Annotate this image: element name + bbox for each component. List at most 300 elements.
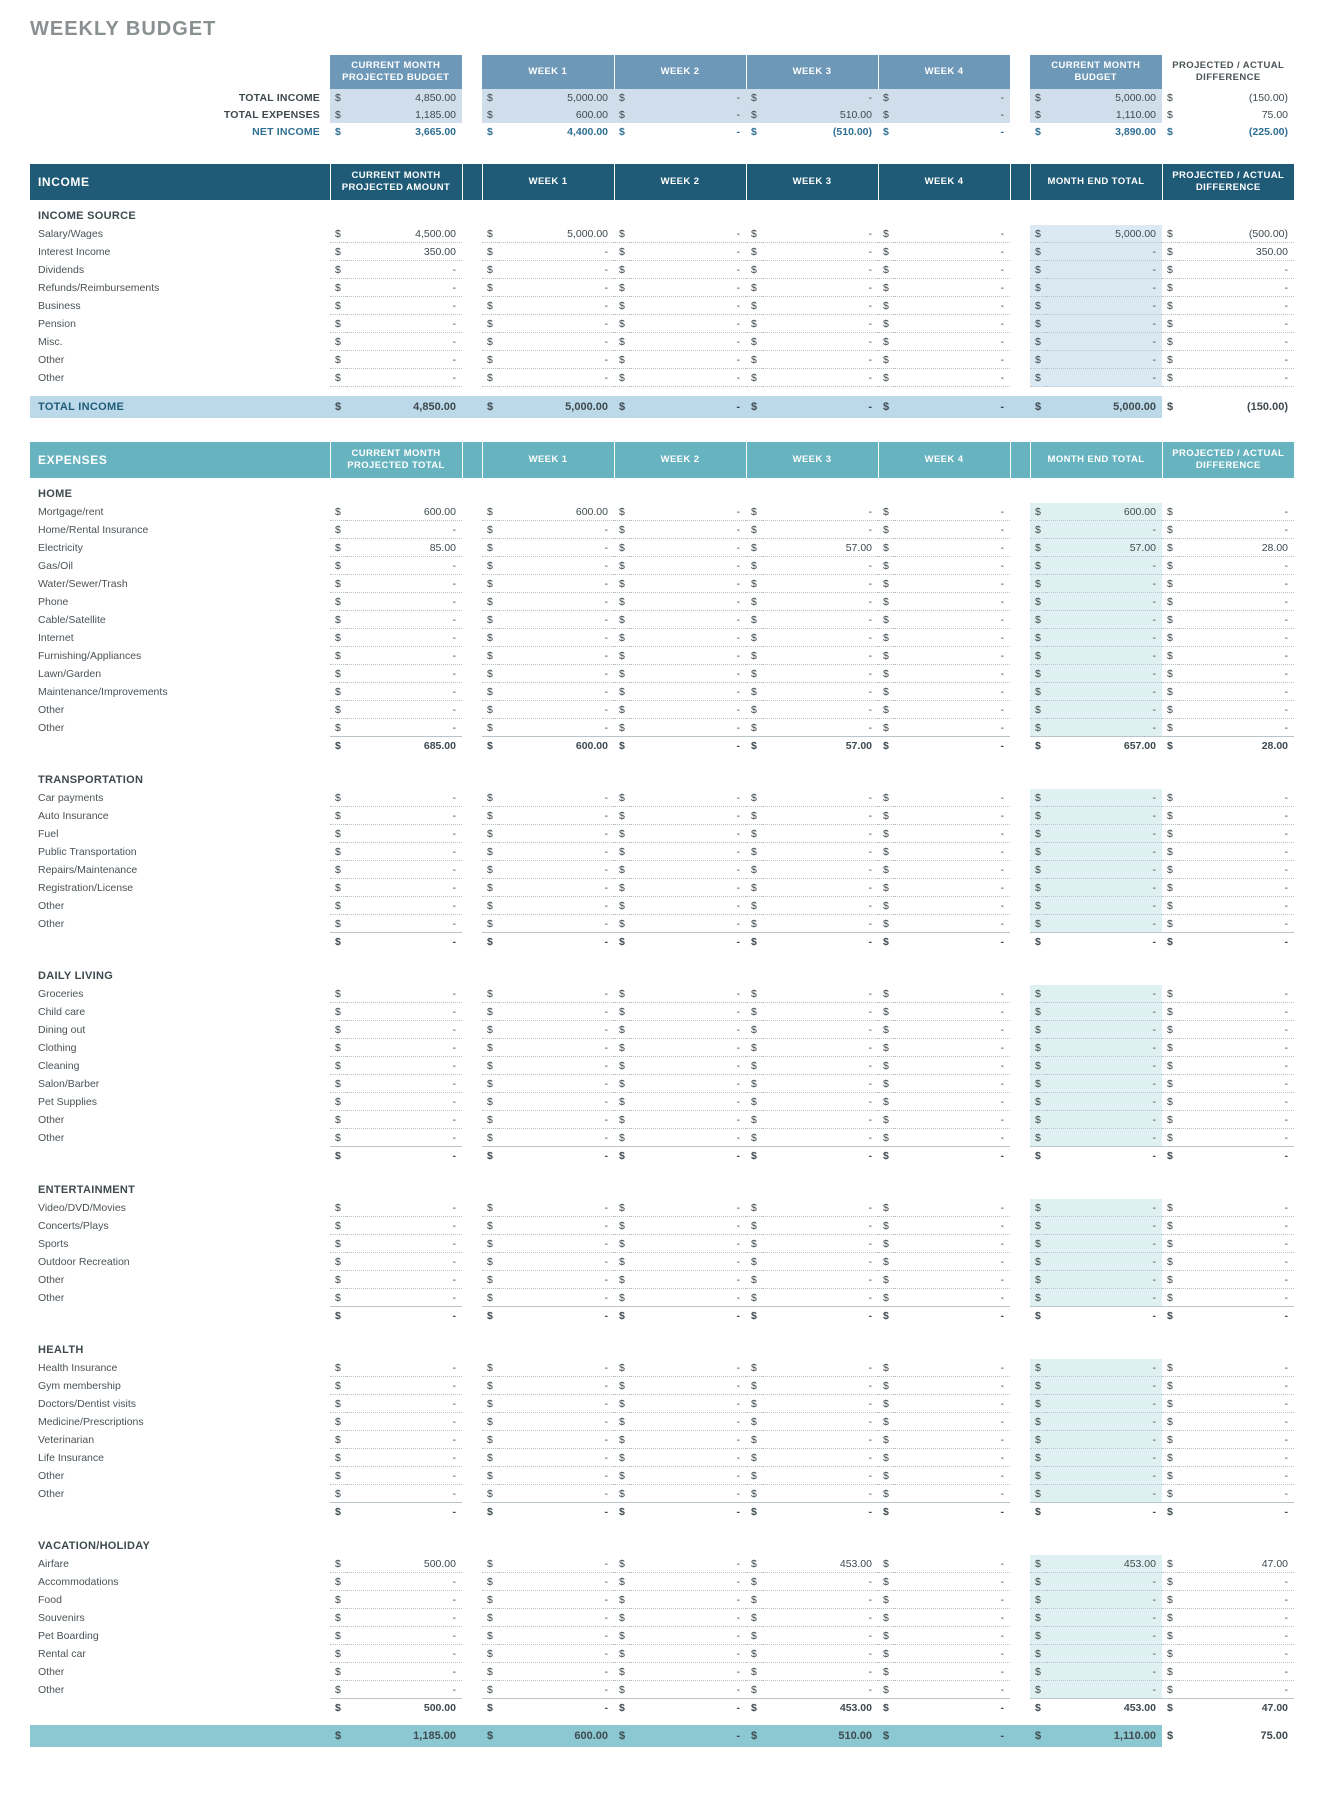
- expense-amount-cell[interactable]: -: [894, 1591, 1010, 1609]
- expense-amount-cell[interactable]: -: [630, 843, 746, 861]
- expense-amount-cell[interactable]: -: [346, 521, 462, 539]
- expense-amount-cell[interactable]: -: [630, 701, 746, 719]
- expense-amount-cell[interactable]: -: [762, 1021, 878, 1039]
- income-amount-cell[interactable]: -: [1178, 333, 1294, 351]
- income-amount-cell[interactable]: -: [630, 243, 746, 261]
- expense-amount-cell[interactable]: -: [346, 683, 462, 701]
- expense-amount-cell[interactable]: -: [762, 1591, 878, 1609]
- expense-amount-cell[interactable]: -: [894, 915, 1010, 933]
- summary-value[interactable]: -: [630, 89, 746, 106]
- income-amount-cell[interactable]: -: [894, 333, 1010, 351]
- expense-amount-cell[interactable]: -: [894, 843, 1010, 861]
- expense-amount-cell[interactable]: -: [1046, 861, 1162, 879]
- income-amount-cell[interactable]: -: [1178, 297, 1294, 315]
- expense-amount-cell[interactable]: -: [498, 1431, 614, 1449]
- expense-amount-cell[interactable]: -: [1046, 1021, 1162, 1039]
- expense-amount-cell[interactable]: -: [1046, 1057, 1162, 1075]
- expense-amount-cell[interactable]: -: [1046, 1003, 1162, 1021]
- expense-amount-cell[interactable]: -: [498, 915, 614, 933]
- expense-amount-cell[interactable]: -: [894, 879, 1010, 897]
- income-amount-cell[interactable]: 4,500.00: [346, 225, 462, 243]
- expense-amount-cell[interactable]: -: [762, 1627, 878, 1645]
- expense-amount-cell[interactable]: 600.00: [498, 503, 614, 521]
- expense-amount-cell[interactable]: -: [630, 1555, 746, 1573]
- expense-amount-cell[interactable]: -: [1178, 1021, 1294, 1039]
- expense-amount-cell[interactable]: -: [1178, 1485, 1294, 1503]
- expense-amount-cell[interactable]: -: [346, 647, 462, 665]
- expense-amount-cell[interactable]: -: [762, 1609, 878, 1627]
- income-amount-cell[interactable]: -: [346, 279, 462, 297]
- expense-amount-cell[interactable]: -: [762, 647, 878, 665]
- expense-amount-cell[interactable]: -: [894, 1271, 1010, 1289]
- expense-amount-cell[interactable]: -: [630, 1413, 746, 1431]
- income-amount-cell[interactable]: -: [1046, 279, 1162, 297]
- expense-amount-cell[interactable]: -: [894, 1645, 1010, 1663]
- expense-amount-cell[interactable]: -: [1046, 1111, 1162, 1129]
- expense-amount-cell[interactable]: -: [1046, 789, 1162, 807]
- expense-amount-cell[interactable]: -: [894, 575, 1010, 593]
- expense-amount-cell[interactable]: -: [346, 1057, 462, 1075]
- expense-amount-cell[interactable]: -: [498, 1359, 614, 1377]
- expense-amount-cell[interactable]: -: [894, 985, 1010, 1003]
- income-amount-cell[interactable]: -: [1046, 297, 1162, 315]
- expense-amount-cell[interactable]: -: [630, 1645, 746, 1663]
- expense-amount-cell[interactable]: -: [630, 1003, 746, 1021]
- income-amount-cell[interactable]: -: [894, 225, 1010, 243]
- expense-amount-cell[interactable]: -: [498, 1003, 614, 1021]
- expense-amount-cell[interactable]: -: [498, 807, 614, 825]
- expense-amount-cell[interactable]: -: [894, 593, 1010, 611]
- expense-amount-cell[interactable]: -: [630, 1449, 746, 1467]
- expense-amount-cell[interactable]: -: [1178, 789, 1294, 807]
- income-amount-cell[interactable]: -: [894, 297, 1010, 315]
- income-amount-cell[interactable]: -: [346, 369, 462, 387]
- expense-amount-cell[interactable]: -: [1178, 915, 1294, 933]
- expense-amount-cell[interactable]: -: [1178, 1359, 1294, 1377]
- income-amount-cell[interactable]: -: [762, 333, 878, 351]
- expense-amount-cell[interactable]: -: [762, 1663, 878, 1681]
- expense-amount-cell[interactable]: -: [1178, 1573, 1294, 1591]
- expense-amount-cell[interactable]: -: [346, 1663, 462, 1681]
- summary-value[interactable]: 75.00: [1178, 106, 1294, 123]
- expense-amount-cell[interactable]: -: [762, 825, 878, 843]
- expense-amount-cell[interactable]: -: [894, 1289, 1010, 1307]
- expense-amount-cell[interactable]: -: [762, 879, 878, 897]
- income-amount-cell[interactable]: -: [894, 351, 1010, 369]
- expense-amount-cell[interactable]: -: [762, 1377, 878, 1395]
- expense-amount-cell[interactable]: -: [498, 1627, 614, 1645]
- expense-amount-cell[interactable]: 600.00: [346, 503, 462, 521]
- expense-amount-cell[interactable]: -: [762, 1449, 878, 1467]
- expense-amount-cell[interactable]: -: [498, 1271, 614, 1289]
- expense-amount-cell[interactable]: -: [762, 1573, 878, 1591]
- expense-amount-cell[interactable]: -: [1178, 1057, 1294, 1075]
- expense-amount-cell[interactable]: -: [498, 843, 614, 861]
- expense-amount-cell[interactable]: -: [630, 1377, 746, 1395]
- expense-amount-cell[interactable]: -: [1178, 1111, 1294, 1129]
- expense-amount-cell[interactable]: -: [1046, 1217, 1162, 1235]
- income-amount-cell[interactable]: -: [498, 279, 614, 297]
- expense-amount-cell[interactable]: -: [1178, 1663, 1294, 1681]
- expense-amount-cell[interactable]: -: [498, 647, 614, 665]
- expense-amount-cell[interactable]: -: [1178, 1413, 1294, 1431]
- expense-amount-cell[interactable]: -: [1046, 1199, 1162, 1217]
- expense-amount-cell[interactable]: -: [1178, 843, 1294, 861]
- expense-amount-cell[interactable]: -: [630, 1129, 746, 1147]
- income-amount-cell[interactable]: -: [1178, 279, 1294, 297]
- expense-amount-cell[interactable]: -: [498, 985, 614, 1003]
- expense-amount-cell[interactable]: -: [346, 611, 462, 629]
- expense-amount-cell[interactable]: -: [1046, 1431, 1162, 1449]
- expense-amount-cell[interactable]: -: [894, 1449, 1010, 1467]
- expense-amount-cell[interactable]: -: [1046, 1485, 1162, 1503]
- expense-amount-cell[interactable]: -: [1178, 1609, 1294, 1627]
- expense-amount-cell[interactable]: -: [346, 1253, 462, 1271]
- expense-amount-cell[interactable]: -: [498, 1591, 614, 1609]
- expense-amount-cell[interactable]: -: [894, 861, 1010, 879]
- income-amount-cell[interactable]: -: [498, 297, 614, 315]
- expense-amount-cell[interactable]: -: [1046, 1573, 1162, 1591]
- expense-amount-cell[interactable]: -: [1178, 1271, 1294, 1289]
- expense-amount-cell[interactable]: -: [762, 807, 878, 825]
- expense-amount-cell[interactable]: -: [346, 1413, 462, 1431]
- expense-amount-cell[interactable]: -: [894, 807, 1010, 825]
- expense-amount-cell[interactable]: -: [630, 575, 746, 593]
- expense-amount-cell[interactable]: -: [498, 665, 614, 683]
- expense-amount-cell[interactable]: -: [762, 1289, 878, 1307]
- expense-amount-cell[interactable]: -: [894, 1413, 1010, 1431]
- expense-amount-cell[interactable]: -: [1046, 1075, 1162, 1093]
- expense-amount-cell[interactable]: -: [498, 879, 614, 897]
- summary-value[interactable]: 5,000.00: [498, 89, 614, 106]
- expense-amount-cell[interactable]: -: [894, 539, 1010, 557]
- expense-amount-cell[interactable]: -: [1046, 843, 1162, 861]
- expense-amount-cell[interactable]: -: [762, 521, 878, 539]
- expense-amount-cell[interactable]: -: [762, 701, 878, 719]
- expense-amount-cell[interactable]: -: [346, 1129, 462, 1147]
- expense-amount-cell[interactable]: -: [1046, 719, 1162, 737]
- expense-amount-cell[interactable]: -: [894, 1359, 1010, 1377]
- income-amount-cell[interactable]: -: [894, 243, 1010, 261]
- expense-amount-cell[interactable]: -: [346, 1075, 462, 1093]
- expense-amount-cell[interactable]: -: [1046, 647, 1162, 665]
- expense-amount-cell[interactable]: -: [1178, 1129, 1294, 1147]
- expense-amount-cell[interactable]: -: [346, 665, 462, 683]
- expense-amount-cell[interactable]: -: [1178, 1003, 1294, 1021]
- expense-amount-cell[interactable]: -: [1046, 1359, 1162, 1377]
- expense-amount-cell[interactable]: -: [498, 1093, 614, 1111]
- expense-amount-cell[interactable]: -: [498, 1253, 614, 1271]
- expense-amount-cell[interactable]: -: [1178, 683, 1294, 701]
- expense-amount-cell[interactable]: -: [346, 575, 462, 593]
- expense-amount-cell[interactable]: -: [498, 701, 614, 719]
- expense-amount-cell[interactable]: -: [1046, 1129, 1162, 1147]
- expense-amount-cell[interactable]: -: [894, 1039, 1010, 1057]
- expense-amount-cell[interactable]: -: [894, 647, 1010, 665]
- expense-amount-cell[interactable]: -: [1178, 647, 1294, 665]
- expense-amount-cell[interactable]: -: [346, 1235, 462, 1253]
- expense-amount-cell[interactable]: -: [894, 665, 1010, 683]
- expense-amount-cell[interactable]: -: [1046, 557, 1162, 575]
- income-amount-cell[interactable]: -: [498, 369, 614, 387]
- expense-amount-cell[interactable]: -: [630, 825, 746, 843]
- expense-amount-cell[interactable]: -: [630, 1093, 746, 1111]
- expense-amount-cell[interactable]: -: [346, 1093, 462, 1111]
- income-amount-cell[interactable]: -: [894, 279, 1010, 297]
- expense-amount-cell[interactable]: -: [1046, 701, 1162, 719]
- expense-amount-cell[interactable]: -: [894, 629, 1010, 647]
- expense-amount-cell[interactable]: -: [346, 1377, 462, 1395]
- expense-amount-cell[interactable]: -: [1046, 683, 1162, 701]
- expense-amount-cell[interactable]: -: [1178, 719, 1294, 737]
- expense-amount-cell[interactable]: -: [1178, 665, 1294, 683]
- expense-amount-cell[interactable]: -: [630, 1359, 746, 1377]
- expense-amount-cell[interactable]: -: [630, 683, 746, 701]
- expense-amount-cell[interactable]: -: [630, 807, 746, 825]
- expense-amount-cell[interactable]: -: [630, 1021, 746, 1039]
- expense-amount-cell[interactable]: -: [1178, 879, 1294, 897]
- expense-amount-cell[interactable]: -: [894, 1003, 1010, 1021]
- expense-amount-cell[interactable]: -: [498, 1681, 614, 1699]
- expense-amount-cell[interactable]: -: [1046, 915, 1162, 933]
- income-amount-cell[interactable]: -: [894, 369, 1010, 387]
- expense-amount-cell[interactable]: -: [1046, 1235, 1162, 1253]
- expense-amount-cell[interactable]: -: [630, 611, 746, 629]
- expense-amount-cell[interactable]: -: [762, 985, 878, 1003]
- income-amount-cell[interactable]: -: [1046, 351, 1162, 369]
- expense-amount-cell[interactable]: -: [630, 1039, 746, 1057]
- income-amount-cell[interactable]: -: [762, 315, 878, 333]
- expense-amount-cell[interactable]: -: [498, 521, 614, 539]
- expense-amount-cell[interactable]: -: [346, 593, 462, 611]
- expense-amount-cell[interactable]: -: [630, 1395, 746, 1413]
- expense-amount-cell[interactable]: -: [630, 629, 746, 647]
- expense-amount-cell[interactable]: -: [1178, 1395, 1294, 1413]
- expense-amount-cell[interactable]: 453.00: [762, 1555, 878, 1573]
- expense-amount-cell[interactable]: -: [1178, 701, 1294, 719]
- expense-amount-cell[interactable]: -: [1046, 985, 1162, 1003]
- expense-amount-cell[interactable]: -: [346, 789, 462, 807]
- expense-amount-cell[interactable]: -: [894, 1395, 1010, 1413]
- income-amount-cell[interactable]: -: [1046, 243, 1162, 261]
- expense-amount-cell[interactable]: -: [894, 897, 1010, 915]
- expense-amount-cell[interactable]: -: [1046, 611, 1162, 629]
- income-amount-cell[interactable]: -: [346, 351, 462, 369]
- expense-amount-cell[interactable]: -: [762, 1217, 878, 1235]
- expense-amount-cell[interactable]: -: [346, 843, 462, 861]
- expense-amount-cell[interactable]: -: [498, 1395, 614, 1413]
- income-amount-cell[interactable]: -: [894, 315, 1010, 333]
- expense-amount-cell[interactable]: -: [894, 1573, 1010, 1591]
- income-amount-cell[interactable]: -: [762, 297, 878, 315]
- expense-amount-cell[interactable]: -: [1046, 1645, 1162, 1663]
- summary-value[interactable]: 5,000.00: [1046, 89, 1162, 106]
- income-amount-cell[interactable]: -: [1178, 369, 1294, 387]
- expense-amount-cell[interactable]: 85.00: [346, 539, 462, 557]
- expense-amount-cell[interactable]: 57.00: [1046, 539, 1162, 557]
- income-amount-cell[interactable]: -: [762, 369, 878, 387]
- expense-amount-cell[interactable]: -: [630, 593, 746, 611]
- expense-amount-cell[interactable]: -: [1178, 1681, 1294, 1699]
- income-amount-cell[interactable]: 350.00: [346, 243, 462, 261]
- expense-amount-cell[interactable]: -: [762, 1075, 878, 1093]
- expense-amount-cell[interactable]: -: [498, 1199, 614, 1217]
- expense-amount-cell[interactable]: -: [762, 629, 878, 647]
- expense-amount-cell[interactable]: -: [762, 575, 878, 593]
- expense-amount-cell[interactable]: -: [346, 719, 462, 737]
- expense-amount-cell[interactable]: -: [762, 1199, 878, 1217]
- expense-amount-cell[interactable]: -: [762, 1235, 878, 1253]
- expense-amount-cell[interactable]: -: [498, 1129, 614, 1147]
- expense-amount-cell[interactable]: -: [1046, 1253, 1162, 1271]
- expense-amount-cell[interactable]: -: [1046, 1627, 1162, 1645]
- expense-amount-cell[interactable]: -: [894, 521, 1010, 539]
- expense-amount-cell[interactable]: -: [498, 789, 614, 807]
- expense-amount-cell[interactable]: -: [1046, 1395, 1162, 1413]
- expense-amount-cell[interactable]: -: [1178, 557, 1294, 575]
- income-amount-cell[interactable]: -: [1046, 315, 1162, 333]
- expense-amount-cell[interactable]: -: [630, 1485, 746, 1503]
- expense-amount-cell[interactable]: -: [498, 719, 614, 737]
- expense-amount-cell[interactable]: -: [762, 1039, 878, 1057]
- income-amount-cell[interactable]: -: [630, 315, 746, 333]
- expense-amount-cell[interactable]: -: [894, 1431, 1010, 1449]
- income-amount-cell[interactable]: -: [1046, 333, 1162, 351]
- expense-amount-cell[interactable]: -: [894, 1253, 1010, 1271]
- expense-amount-cell[interactable]: -: [346, 1609, 462, 1627]
- expense-amount-cell[interactable]: -: [1046, 879, 1162, 897]
- expense-amount-cell[interactable]: -: [346, 1681, 462, 1699]
- expense-amount-cell[interactable]: -: [1046, 1467, 1162, 1485]
- expense-amount-cell[interactable]: -: [498, 1021, 614, 1039]
- expense-amount-cell[interactable]: -: [762, 1253, 878, 1271]
- expense-amount-cell[interactable]: -: [1178, 825, 1294, 843]
- income-amount-cell[interactable]: -: [346, 297, 462, 315]
- expense-amount-cell[interactable]: -: [1178, 1289, 1294, 1307]
- expense-amount-cell[interactable]: -: [346, 825, 462, 843]
- expense-amount-cell[interactable]: -: [346, 1449, 462, 1467]
- expense-amount-cell[interactable]: -: [894, 1217, 1010, 1235]
- expense-amount-cell[interactable]: -: [762, 665, 878, 683]
- expense-amount-cell[interactable]: -: [630, 1467, 746, 1485]
- expense-amount-cell[interactable]: -: [894, 1075, 1010, 1093]
- income-amount-cell[interactable]: -: [498, 243, 614, 261]
- expense-amount-cell[interactable]: -: [346, 1271, 462, 1289]
- income-amount-cell[interactable]: -: [630, 333, 746, 351]
- expense-amount-cell[interactable]: -: [1178, 1467, 1294, 1485]
- expense-amount-cell[interactable]: -: [1178, 985, 1294, 1003]
- expense-amount-cell[interactable]: -: [498, 1039, 614, 1057]
- expense-amount-cell[interactable]: -: [498, 1075, 614, 1093]
- expense-amount-cell[interactable]: -: [762, 1431, 878, 1449]
- expense-amount-cell[interactable]: -: [630, 647, 746, 665]
- expense-amount-cell[interactable]: -: [762, 861, 878, 879]
- expense-amount-cell[interactable]: -: [1046, 1663, 1162, 1681]
- income-amount-cell[interactable]: -: [630, 297, 746, 315]
- expense-amount-cell[interactable]: -: [630, 897, 746, 915]
- expense-amount-cell[interactable]: 453.00: [1046, 1555, 1162, 1573]
- income-amount-cell[interactable]: -: [1046, 369, 1162, 387]
- income-amount-cell[interactable]: -: [498, 351, 614, 369]
- expense-amount-cell[interactable]: -: [894, 719, 1010, 737]
- summary-value[interactable]: (150.00): [1178, 89, 1294, 106]
- expense-amount-cell[interactable]: -: [630, 719, 746, 737]
- expense-amount-cell[interactable]: -: [1178, 1449, 1294, 1467]
- expense-amount-cell[interactable]: -: [498, 575, 614, 593]
- expense-amount-cell[interactable]: -: [894, 683, 1010, 701]
- expense-amount-cell[interactable]: -: [498, 683, 614, 701]
- expense-amount-cell[interactable]: -: [498, 593, 614, 611]
- expense-amount-cell[interactable]: -: [630, 1591, 746, 1609]
- expense-amount-cell[interactable]: -: [894, 1555, 1010, 1573]
- expense-amount-cell[interactable]: -: [1178, 629, 1294, 647]
- expense-amount-cell[interactable]: -: [630, 1289, 746, 1307]
- expense-amount-cell[interactable]: -: [894, 1111, 1010, 1129]
- expense-amount-cell[interactable]: -: [346, 861, 462, 879]
- expense-amount-cell[interactable]: -: [762, 593, 878, 611]
- expense-amount-cell[interactable]: -: [762, 557, 878, 575]
- expense-amount-cell[interactable]: -: [630, 557, 746, 575]
- expense-amount-cell[interactable]: -: [630, 985, 746, 1003]
- income-amount-cell[interactable]: -: [630, 351, 746, 369]
- expense-amount-cell[interactable]: -: [1178, 1093, 1294, 1111]
- expense-amount-cell[interactable]: -: [1046, 521, 1162, 539]
- expense-amount-cell[interactable]: -: [630, 1217, 746, 1235]
- income-amount-cell[interactable]: -: [346, 261, 462, 279]
- expense-amount-cell[interactable]: -: [1178, 1645, 1294, 1663]
- expense-amount-cell[interactable]: -: [1046, 629, 1162, 647]
- income-amount-cell[interactable]: -: [346, 333, 462, 351]
- expense-amount-cell[interactable]: -: [346, 897, 462, 915]
- expense-amount-cell[interactable]: -: [346, 1199, 462, 1217]
- summary-value[interactable]: 510.00: [762, 106, 878, 123]
- expense-amount-cell[interactable]: -: [1178, 1217, 1294, 1235]
- expense-amount-cell[interactable]: -: [762, 683, 878, 701]
- expense-amount-cell[interactable]: -: [630, 1253, 746, 1271]
- expense-amount-cell[interactable]: -: [1178, 1199, 1294, 1217]
- expense-amount-cell[interactable]: -: [1046, 665, 1162, 683]
- income-amount-cell[interactable]: -: [630, 225, 746, 243]
- expense-amount-cell[interactable]: 47.00: [1178, 1555, 1294, 1573]
- expense-amount-cell[interactable]: 500.00: [346, 1555, 462, 1573]
- expense-amount-cell[interactable]: -: [346, 1431, 462, 1449]
- expense-amount-cell[interactable]: -: [762, 611, 878, 629]
- expense-amount-cell[interactable]: -: [346, 1359, 462, 1377]
- expense-amount-cell[interactable]: -: [894, 1663, 1010, 1681]
- expense-amount-cell[interactable]: -: [762, 1129, 878, 1147]
- expense-amount-cell[interactable]: -: [346, 557, 462, 575]
- expense-amount-cell[interactable]: -: [346, 1039, 462, 1057]
- summary-value[interactable]: 1,110.00: [1046, 106, 1162, 123]
- expense-amount-cell[interactable]: -: [1046, 1093, 1162, 1111]
- expense-amount-cell[interactable]: -: [894, 1235, 1010, 1253]
- expense-amount-cell[interactable]: 57.00: [762, 539, 878, 557]
- expense-amount-cell[interactable]: -: [1178, 1627, 1294, 1645]
- expense-amount-cell[interactable]: -: [630, 1199, 746, 1217]
- expense-amount-cell[interactable]: -: [346, 701, 462, 719]
- expense-amount-cell[interactable]: -: [894, 1609, 1010, 1627]
- expense-amount-cell[interactable]: -: [498, 1609, 614, 1627]
- expense-amount-cell[interactable]: -: [894, 1129, 1010, 1147]
- expense-amount-cell[interactable]: -: [762, 897, 878, 915]
- expense-amount-cell[interactable]: -: [630, 1609, 746, 1627]
- expense-amount-cell[interactable]: -: [1046, 825, 1162, 843]
- expense-amount-cell[interactable]: -: [762, 1271, 878, 1289]
- expense-amount-cell[interactable]: -: [1178, 593, 1294, 611]
- expense-amount-cell[interactable]: -: [346, 1573, 462, 1591]
- expense-amount-cell[interactable]: -: [1178, 503, 1294, 521]
- expense-amount-cell[interactable]: -: [498, 1449, 614, 1467]
